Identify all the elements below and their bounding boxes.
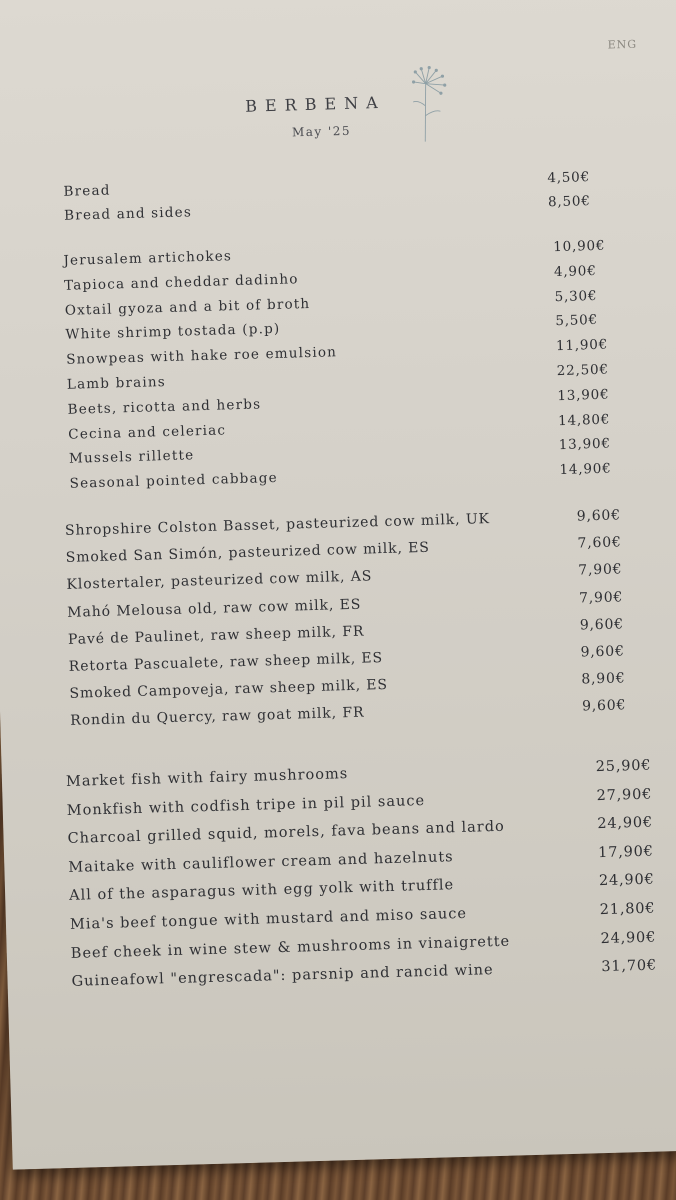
menu-item-price: 10,90€ <box>553 237 606 256</box>
menu-item-price: 4,90€ <box>553 262 597 280</box>
menu-item-name: Seasonal pointed cabbage <box>69 470 279 492</box>
language-label: ENG <box>607 37 638 52</box>
menu-item-price: 22,50€ <box>556 361 609 380</box>
menu-item-price: 4,50€ <box>547 169 591 187</box>
menu-item-price: 24,90€ <box>598 871 655 890</box>
menu-item-name: Tapioca and cheddar dadinho <box>63 271 299 294</box>
menu-item-name: Monkfish with codfish tripe in pil pil sauce <box>66 792 426 819</box>
menu-section-mains <box>2 756 676 1005</box>
menu-item-name: Smoked Campoveja, raw sheep milk, ES <box>69 677 389 702</box>
menu-item-price: 5,50€ <box>555 312 599 330</box>
menu-item-name: Bread and sides <box>63 204 193 224</box>
menu-item-name: Mahó Melousa old, raw cow milk, ES <box>67 596 362 621</box>
menu-item-name: Pavé de Paulinet, raw sheep milk, FR <box>67 623 365 648</box>
menu-item-price: 9,60€ <box>579 616 625 634</box>
menu-item-price: 17,90€ <box>597 843 654 861</box>
menu-section-bread <box>0 166 676 234</box>
menu-item-name: Oxtail gyoza and a bit of broth <box>64 295 311 319</box>
menu-item-price: 8,90€ <box>581 670 626 688</box>
menu-item-name: Market fish with fairy mushrooms <box>65 766 349 790</box>
menu-item-price: 9,60€ <box>576 507 622 525</box>
menu-item-price: 7,90€ <box>578 561 623 579</box>
menu-item-price: 21,80€ <box>599 900 656 919</box>
menu-item-price: 8,50€ <box>547 193 591 211</box>
menu-section-cheeses <box>0 505 676 743</box>
menu-item-price: 9,60€ <box>581 697 627 715</box>
menu-item-name: Rondin du Quercy, raw goat milk, FR <box>70 704 365 730</box>
menu-item-name: Lamb brains <box>66 374 167 393</box>
menu-item-price: 24,90€ <box>597 814 654 833</box>
menu-item-price: 13,90€ <box>557 386 610 404</box>
menu-item-price: 5,30€ <box>554 287 598 305</box>
restaurant-name: BERBENA <box>244 92 386 116</box>
menu-item-name: Cecina and celeriac <box>68 421 227 443</box>
menu-item-name: Klostertaler, pasteurized cow milk, AS <box>66 568 373 594</box>
menu-item-price: 11,90€ <box>555 336 609 355</box>
menu-item-name: White shrimp tostada (p.p) <box>65 321 281 344</box>
menu-section-small-plates <box>0 235 676 503</box>
menu-item-price: 7,60€ <box>577 534 622 552</box>
menu-item-price: 14,80€ <box>557 411 611 429</box>
menu-item-name: Snowpeas with hake roe emulsion <box>66 344 338 368</box>
menu-item-price: 25,90€ <box>595 757 652 776</box>
menu-item-price: 9,60€ <box>580 643 625 661</box>
menu-item-price: 14,90€ <box>559 460 612 479</box>
menu-item-price: 31,70€ <box>601 957 658 976</box>
menu-item-name: Mia's beef tongue with mustard and miso sauce <box>69 905 468 933</box>
menu-item-name: Beef cheek in wine stew & mushrooms in vinaigrette <box>70 933 511 962</box>
menu-date: May '25 <box>291 123 352 140</box>
menu-item-name: Bread <box>63 182 111 200</box>
menu-item-name: Shropshire Colston Basset, pasteurized cow milk, UK <box>64 511 491 539</box>
menu-item-name: Retorta Pascualete, raw sheep milk, ES <box>68 649 384 675</box>
menu-item-name: All of the asparagus with egg yolk with truffle <box>68 877 455 905</box>
menu-item-price: 13,90€ <box>558 435 612 454</box>
menu-item-name: Mussels rillette <box>68 447 195 468</box>
menu-item-name: Guineafowl "engrescada": parsnip and rancid wine <box>71 962 494 991</box>
menu-item-price: 27,90€ <box>596 786 653 804</box>
menu-item-name: Maitake with cauliflower cream and hazelnuts <box>68 848 454 876</box>
menu-item-name: Charcoal grilled squid, morels, fava beans and lardo <box>67 818 505 848</box>
menu-item-price: 7,90€ <box>578 588 624 607</box>
menu-item-name: Jerusalem artichokes <box>63 248 233 269</box>
menu-item-name: Beets, ricotta and herbs <box>67 396 262 418</box>
verbena-flower-logo-icon <box>409 65 451 146</box>
menu-item-name: Smoked San Simón, pasteurized cow milk, ES <box>65 539 431 567</box>
menu-item-price: 24,90€ <box>600 929 657 947</box>
